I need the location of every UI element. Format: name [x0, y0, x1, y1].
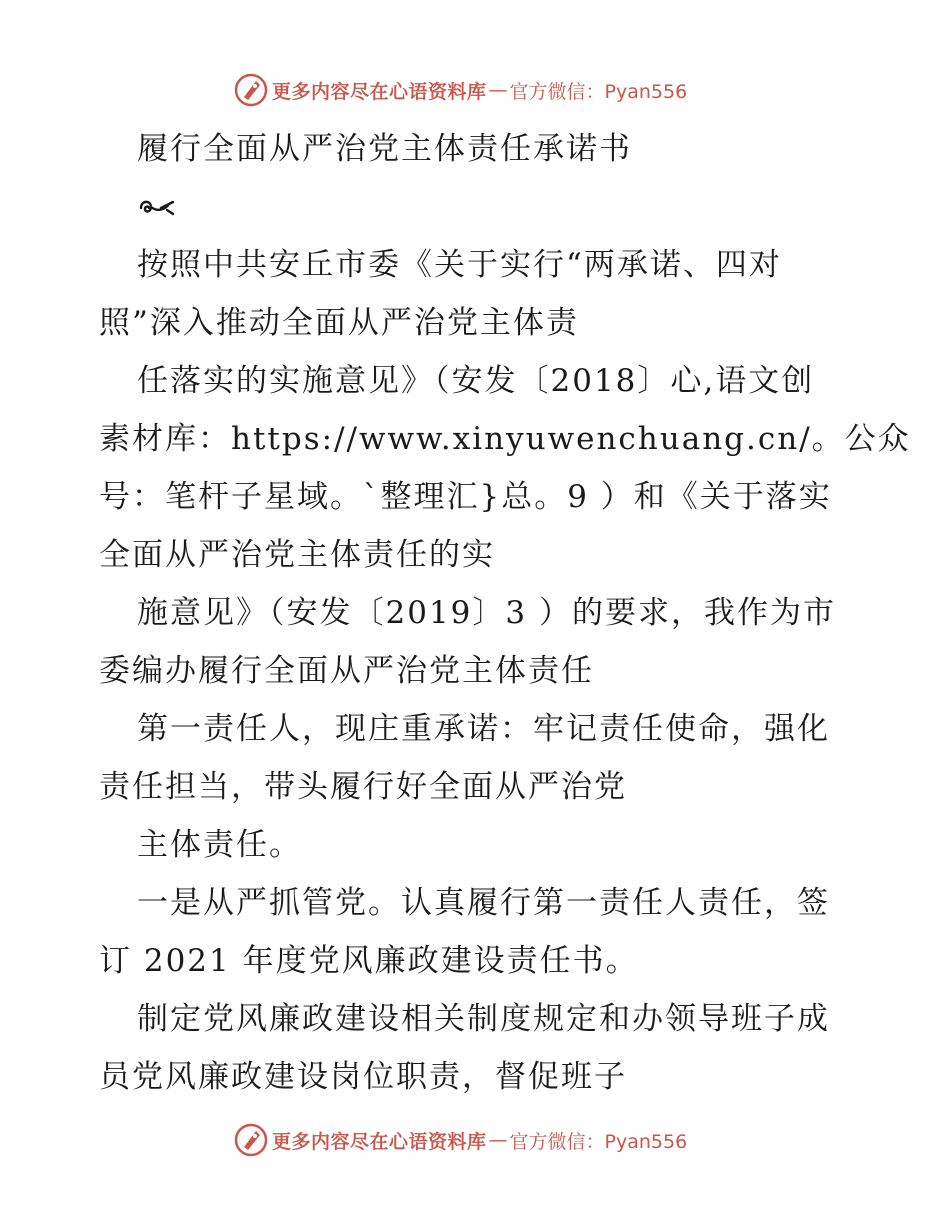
paragraph-line: 全面从严治党主体责任的实: [99, 537, 495, 573]
pen-nib-logo-icon: [234, 73, 268, 107]
paragraph-line: 责任担当，带头履行好全面从严治党: [99, 769, 627, 805]
watermark-wechat-text: 官方微信：Pyan556: [509, 80, 688, 103]
watermark-separator: —: [488, 1129, 508, 1151]
paragraph-line: 号：笔杆子星域。`整理汇}总。9 ）和《关于落实: [99, 479, 832, 515]
paragraph-line: 一是从严抓管党。认真履行第一责任人责任，签: [137, 885, 830, 921]
paragraph-line: 第一责任人，现庄重承诺：牢记责任使命，强化: [137, 711, 830, 747]
document-body: [99, 120, 911, 1106]
watermark-separator: —: [488, 79, 508, 101]
pen-nib-logo-icon: [234, 1123, 268, 1157]
paragraph-line: 制定党风廉政建设相关制度规定和办领导班子成: [137, 1001, 830, 1037]
document-title: 履行全面从严治党主体责任承诺书: [137, 131, 632, 167]
paragraph-line: 照”深入推动全面从严治党主体责: [99, 305, 579, 341]
paragraph-line: 素材库：https://www.xinyuwenchuang.cn/。公众: [99, 421, 911, 457]
paragraph-line: 员党风廉政建设岗位职责，督促班子: [99, 1059, 627, 1095]
watermark-wechat-text: 官方微信：Pyan556: [509, 1130, 688, 1153]
paragraph-line: 委编办履行全面从严治党主体责任: [99, 653, 594, 689]
paragraph-line: 订 2021 年度党风廉政建设责任书。: [99, 943, 639, 979]
footer-watermark-banner: [234, 1122, 687, 1158]
paragraph-line: 主体责任。: [137, 827, 302, 863]
paragraph-line: 任落实的实施意见》（安发〔2018〕心,语文创: [137, 363, 815, 399]
watermark-brand-text: 更多内容尽在心语资料库: [272, 1130, 487, 1153]
header-watermark-banner: [234, 72, 687, 108]
swirl-ornament-icon: [137, 194, 177, 220]
paragraph-line: 按照中共安丘市委《关于实行“两承诺、四对: [137, 247, 782, 283]
ornament-row: [99, 178, 859, 236]
watermark-brand-text: 更多内容尽在心语资料库: [272, 80, 487, 103]
paragraph-line: 施意见》（安发〔2019〕3 ）的要求，我作为市: [137, 595, 836, 631]
